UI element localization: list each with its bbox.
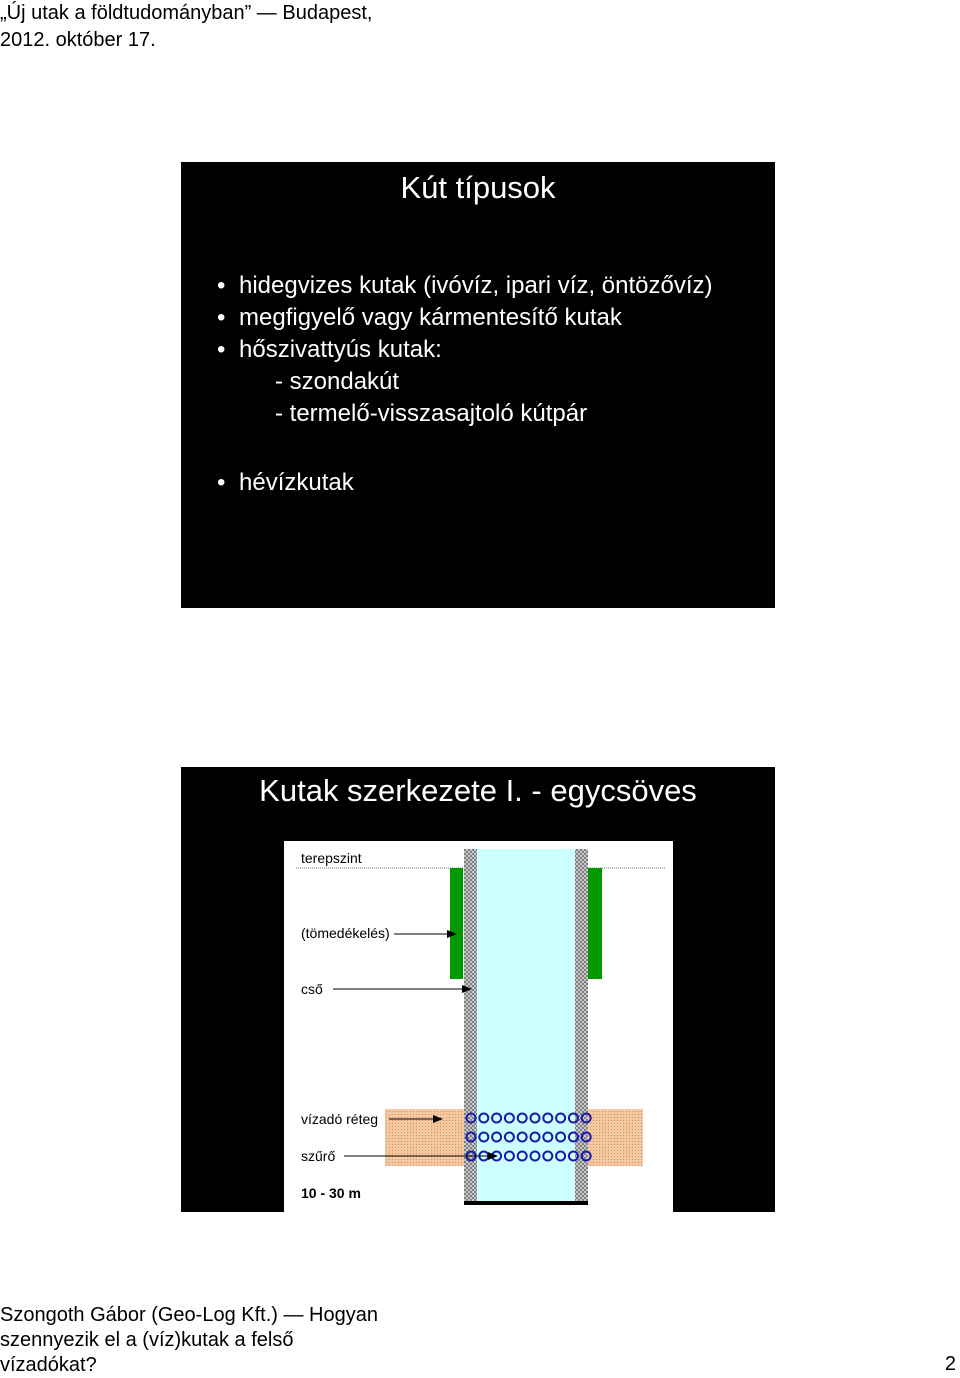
bullet-item: • hidegvizes kutak (ivóvíz, ipari víz, öntözővíz) bbox=[217, 270, 713, 302]
slide-well-structure bbox=[181, 767, 775, 1212]
bullet-item: • hőszivattyús kutak: bbox=[217, 334, 713, 366]
pipe-bottom bbox=[464, 1201, 588, 1205]
bullet-list bbox=[217, 270, 713, 499]
footer-line-3: vízadókat? bbox=[0, 1354, 97, 1376]
header-line-2: 2012. október 17. bbox=[0, 29, 156, 51]
slide-title: Kutak szerkezete I. - egycsöves bbox=[259, 773, 697, 808]
label-terepszint: terepszint bbox=[301, 850, 362, 866]
bullet-item: • megfigyelő vagy kármentesítő kutak bbox=[217, 302, 713, 334]
document-header bbox=[0, 0, 420, 54]
footer-line-1: Szongoth Gábor (Geo-Log Kft.) — Hogyan bbox=[0, 1304, 378, 1326]
sealing-right bbox=[588, 868, 602, 979]
slide-well-types bbox=[181, 162, 775, 608]
page-number: 2 bbox=[944, 1353, 956, 1375]
sub-item: - termelő-visszasajtoló kútpár bbox=[275, 400, 588, 427]
header-line-1: „Új utak a földtudományban” — Budapest, bbox=[0, 2, 373, 24]
water-column bbox=[477, 849, 575, 1201]
label-tomedekeles: (tömedékelés) bbox=[301, 925, 390, 941]
footer-line-2: szennyezik el a (víz)kutak a felső bbox=[0, 1329, 294, 1351]
sealing-left bbox=[450, 868, 463, 979]
label-vizado-reteg: vízadó réteg bbox=[301, 1111, 379, 1127]
well-diagram bbox=[284, 841, 673, 1212]
label-depth: 10 - 30 m bbox=[301, 1185, 361, 1201]
bullet-item: • hévízkutak bbox=[217, 467, 713, 499]
well-diagram-svg bbox=[284, 841, 673, 1212]
label-szuro: szűrő bbox=[301, 1148, 336, 1164]
label-cso: cső bbox=[301, 981, 323, 997]
document-footer bbox=[0, 1303, 420, 1378]
pipe-wall-right bbox=[575, 849, 588, 1201]
slide-title: Kút típusok bbox=[400, 170, 556, 205]
pipe-wall-left bbox=[464, 849, 477, 1201]
sub-item: - szondakút bbox=[275, 368, 400, 395]
